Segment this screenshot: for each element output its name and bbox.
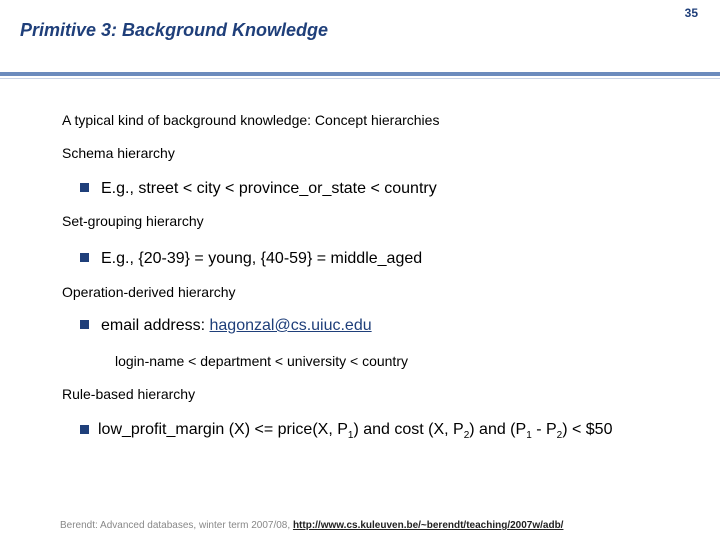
intro-text: A typical kind of background knowledge: Concept hierarchies bbox=[62, 112, 440, 128]
bullet-rule-example bbox=[80, 416, 680, 450]
bullet-text: E.g., street < city < province_or_state < country bbox=[101, 180, 437, 197]
bullet-text: email address: bbox=[101, 317, 210, 334]
email-sub-hierarchy: login-name < department < university < country bbox=[115, 353, 408, 369]
bullet-text: E.g., {20-39} = young, {40-59} = middle_aged bbox=[101, 250, 423, 267]
footer-text: Berendt: Advanced databases, winter term 2007/08, bbox=[60, 520, 293, 531]
bullet-email-example bbox=[80, 317, 372, 335]
square-bullet-icon bbox=[80, 425, 89, 434]
footer-link[interactable]: http://www.cs.kuleuven.be/~berendt/teaching/2007w/adb/ bbox=[292, 520, 564, 531]
slide-title: Primitive 3: Background Knowledge bbox=[20, 20, 329, 40]
square-bullet-icon bbox=[80, 320, 89, 329]
rule-formula: low_profit_margin (X) <= price(X, $P_1$) and cost (X, $P_2$) and $(P_1 - P_2)$ < $50 bbox=[98, 421, 613, 442]
title-divider-thin bbox=[0, 78, 720, 79]
square-bullet-icon bbox=[80, 183, 89, 192]
page-number: 35 bbox=[684, 6, 698, 20]
square-bullet-icon bbox=[80, 253, 89, 262]
heading-schema-hierarchy: Schema hierarchy bbox=[62, 145, 175, 161]
bullet-schema-example bbox=[80, 180, 437, 198]
email-link[interactable]: hagonzal@cs.uiuc.edu bbox=[209, 317, 372, 334]
heading-set-grouping-hierarchy: Set-grouping hierarchy bbox=[62, 213, 204, 229]
footer bbox=[60, 520, 563, 531]
heading-rule-based-hierarchy: Rule-based hierarchy bbox=[62, 386, 196, 402]
bullet-set-grouping-example bbox=[80, 250, 422, 268]
title-divider bbox=[0, 72, 720, 76]
heading-operation-derived-hierarchy: Operation-derived hierarchy bbox=[62, 284, 236, 300]
